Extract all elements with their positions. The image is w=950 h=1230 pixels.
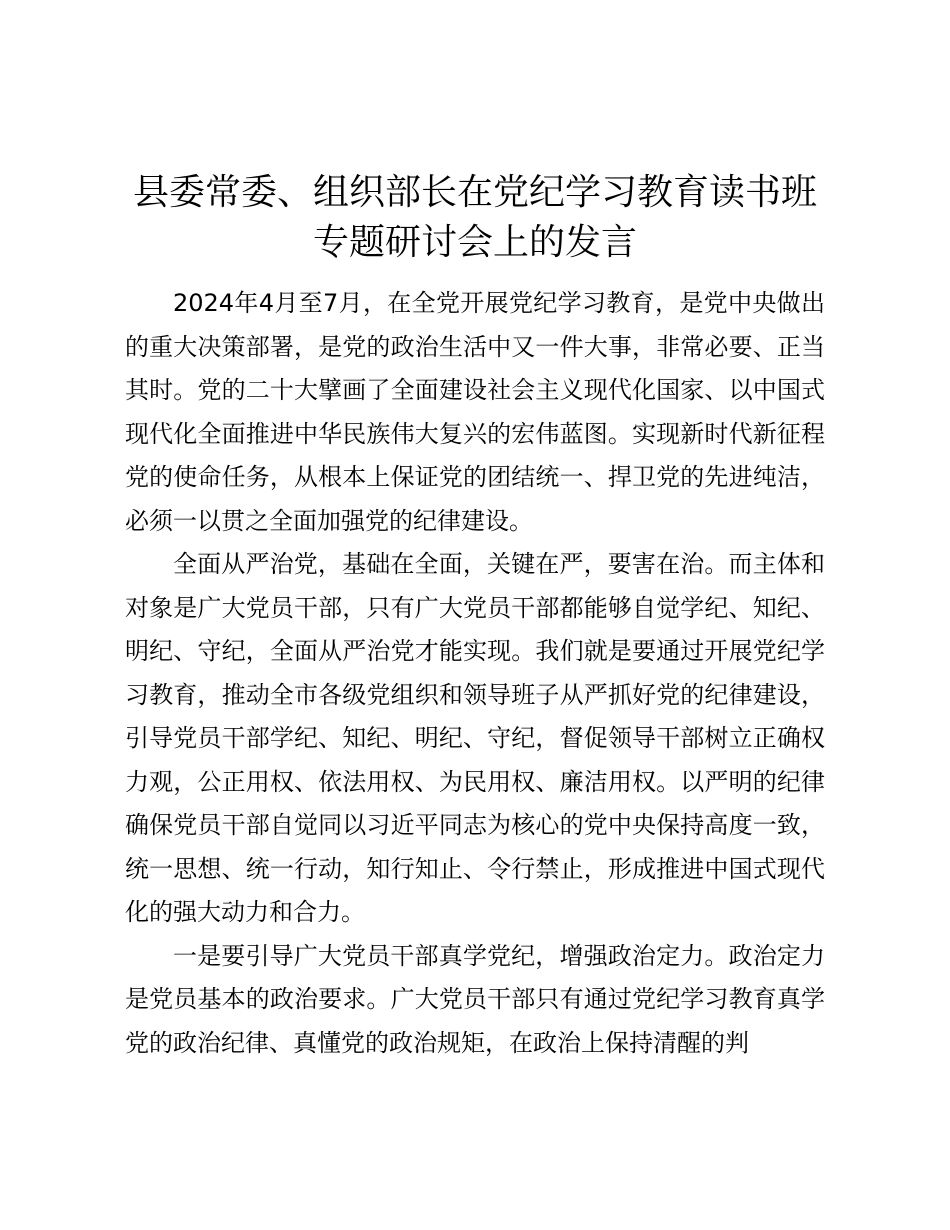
paragraph-2: 全面从严治党，基础在全面，关键在严，要害在治。而主体和对象是广大党员干部，只有广大党员干部都能够自觉学纪、知纪、明纪、守纪，全面从严治党才能实现。我们就是要通过开展党纪学习教育，推动全市各级党组织和领导班子从严抓好党的纪律建设，引导党员干部学纪、知纪、明纪、守纪，督促领导干部树立正确权力观，公正用权、依法用权、为民用权、廉洁用权。以严明的纪律确保党员干部自觉同以习近平同志为核心的党中央保持高度一致，统一思想、统一行动，知行知止、令行禁止，形成推进中国式现代化的强大动力和合力。	[125, 550, 825, 926]
document-title: 县委常委、组织部长在党纪学习教育读书班专题研讨会上的发言	[132, 172, 817, 263]
paragraph-1: 2024年4月至7月，在全党开展党纪学习教育，是党中央做出的重大决策部署，是党的政治生活中又一件大事，非常必要、正当其时。党的二十大擘画了全面建设社会主义现代化国家、以中国式现代化全面推进中华民族伟大复兴的宏伟蓝图。实现新时代新征程党的使命任务，从根本上保证党的团结统一、捍卫党的先进纯洁，必须一以贯之全面加强党的纪律建设。	[125, 289, 825, 535]
paragraph-3: 一是要引导广大党员干部真学党纪，增强政治定力。政治定力是党员基本的政治要求。广大党员干部只有通过党纪学习教育真学党的政治纪律、真懂党的政治规矩，在政治上保持清醒的判	[125, 941, 825, 1057]
document-body	[125, 282, 825, 1065]
